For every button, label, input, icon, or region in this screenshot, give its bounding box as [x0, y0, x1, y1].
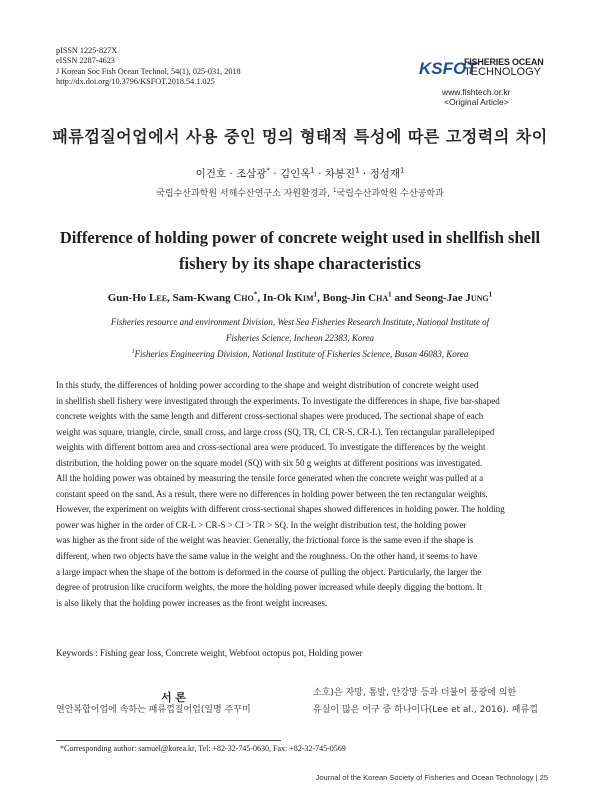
author-last-name: Kim: [294, 292, 314, 304]
author-name-korean: 정성재: [369, 168, 400, 180]
affiliation-english-line-1: Fisheries resource and environment Division, West Sea Fisheries Research Institute, National Institute of: [110, 317, 490, 327]
title-english-line-1: Difference of holding power of concrete weight used in shellfish shell: [59, 228, 541, 247]
author-name-english: [323, 292, 392, 304]
issn-electronic: eISSN 2287-4623: [56, 56, 115, 66]
author-affiliation-mark: 1: [488, 290, 493, 299]
title-english: [40, 225, 560, 277]
author-separator: ·: [359, 168, 370, 180]
abstract-line: is also likely that the holding power increases as the front weight increases.: [56, 597, 328, 608]
abstract-line: All the holding power was obtained by measuring the tensile force generated when the concrete weight was pulled at a: [56, 473, 484, 484]
affiliation-korean-main: 국립수산과학원 서해수산연구소 자원환경과,: [156, 189, 330, 199]
title-korean: 패류껍질어업에서 사용 중인 멍의 형태적 특성에 따른 고정력의 차이: [52, 127, 548, 146]
author-separator: ,: [257, 292, 263, 304]
abstract-line: weights with different bottom area and cross-sectional area were produced. To investigate the differences by the weight: [56, 442, 486, 453]
author-separator: ·: [269, 168, 280, 180]
author-first-name: Seong-Jae: [414, 292, 466, 304]
author-first-name: Sam-Kwang: [172, 292, 234, 304]
body-text-right-column: [313, 685, 548, 719]
author-name-korean: 조삼광: [236, 168, 267, 180]
section-heading-introduction: 서 론: [160, 691, 187, 704]
author-separator: ,: [167, 292, 173, 304]
author-name-english: [108, 292, 167, 304]
journal-logo: [418, 46, 548, 108]
author-last-name: Lee: [149, 292, 168, 304]
affiliation-english-line-2: Fisheries Science, Incheon 22383, Korea: [225, 333, 375, 343]
author-last-name: Cha: [368, 292, 389, 304]
article-type: <Original Article>: [444, 97, 509, 107]
author-last-name: Cho: [233, 292, 254, 304]
author-affiliation-mark: *: [253, 290, 258, 299]
author-name-english: [173, 292, 258, 304]
footnote-divider: [56, 740, 281, 741]
affiliation-english-sup: 1: [131, 349, 135, 355]
body-right-line-1: 소호)은 자망, 통발, 안강망 등과 더불어 풍광에 의한: [313, 688, 517, 698]
author-name-english: [263, 292, 317, 304]
abstract-line: power was higher in the order of CR-L > CR-S > CI > TR > SQ. In the weight distribution test, the holding power: [56, 519, 467, 530]
keywords: Keywords : Fishing gear loss, Concrete weight, Webfoot octopus pot, Holding power: [56, 648, 363, 658]
logo-line-2: TECHNOLOGY: [464, 66, 542, 78]
authors-english: [0, 292, 600, 304]
abstract-line: degree of protrusion like cruciform weights, the more the holding power increased while deeply digging the bottom. It: [56, 582, 483, 593]
body-text-left-column: 연안복합어업에 속하는 패류껍질어업(일명 주꾸미: [56, 705, 251, 715]
ksfot-logo-icon: [418, 56, 477, 80]
affiliation-english-line-3: $^1$Fisheries Engineering Division, National Institute of Fisheries Science, Busan 46083, Korea: [131, 349, 469, 359]
affiliation-korean: [0, 186, 600, 199]
abstract-line: constant speed on the sand. As a result, there were no differences in holding power between the ten rectangular weights.: [56, 488, 488, 499]
logo-line-1: FISHERIES OCEAN: [464, 57, 544, 67]
author-separator: ,: [317, 292, 323, 304]
author-affiliation-mark: 1: [313, 290, 318, 299]
abstract-line: concrete weights with the same length and different cross-sectional shapes were produced. The sectional shape of each: [56, 411, 484, 422]
author-separator: ·: [226, 168, 237, 180]
affiliation-korean-second: 국립수산과학원 수산공학과: [336, 189, 444, 199]
body-right-line-2: 유실이 많은 어구 중 하나이다(Lee et al., 2016). 패류껍: [313, 705, 538, 715]
author-affiliation-mark: 1: [355, 166, 360, 175]
abstract-line: In this study, the differences of holding power according to the shape and weight distribution of concrete weight used: [56, 380, 479, 390]
title-english-line-2: fishery by its shape characteristics: [179, 254, 421, 273]
author-separator: ·: [314, 168, 325, 180]
author-separator: and: [391, 292, 415, 304]
affiliation-english: [70, 314, 530, 362]
author-affiliation-mark: 1: [400, 166, 405, 175]
author-name-korean: 김인옥: [279, 168, 311, 180]
author-name-korean: 이건호: [195, 168, 227, 180]
issn-block: [56, 46, 241, 88]
abstract-line: in shellfish shell fishery were investigated through the experiments. To investigate the differences in shape, five bar-shaped: [56, 395, 500, 406]
page-footer: Journal of the Korean Society of Fisheries and Ocean Technology | 25: [315, 773, 548, 782]
author-first-name: In-Ok: [262, 292, 295, 304]
author-affiliation-mark: 1: [310, 166, 315, 175]
abstract-line: However, the experiment on weights with different cross-sectional shapes showed differences in holding power. The holding: [56, 504, 505, 515]
abstract-line: weight was square, triangle, circle, small cross, and large cross (SQ, TR, CI, CR-S, CR-L). Ten rectangular parallelepiped: [56, 426, 495, 437]
journal-url[interactable]: www.fishtech.or.kr: [442, 87, 511, 97]
abstract: [56, 378, 546, 611]
issn-print: pISSN 1225-827X: [56, 46, 118, 55]
authors-korean: [0, 166, 600, 181]
corresponding-author-footnote: *Corresponding author: samuel@korea.kr, Tel: +82-32-745-0630, Fax: +82-32-745-0569: [60, 744, 346, 753]
svg-text:KSFOT: KSFOT: [419, 59, 477, 78]
author-first-name: Gun-Ho: [107, 292, 150, 304]
author-name-english: [415, 292, 492, 304]
abstract-line: was higher as the front side of the weight was heavier. Generally, the frictional force is the same even if the shape is: [56, 535, 474, 546]
abstract-line: distribution, the holding power on the square model (SQ) with six 50 g weights at different positions was investigated.: [56, 457, 483, 468]
author-first-name: Bong-Jin: [322, 292, 369, 304]
author-affiliation-mark: *: [266, 166, 270, 175]
abstract-line: a large impact when the shape of the bottom is deformed in the course of pulling the object. Particularly, the larger the: [56, 566, 482, 577]
journal-citation: J Korean Soc Fish Ocean Technol, 54(1), 025-031, 2018: [56, 66, 241, 76]
author-name-korean: 차봉진: [324, 168, 356, 180]
author-last-name: Jung: [465, 292, 489, 304]
author-affiliation-mark: 1: [388, 290, 392, 299]
doi-link[interactable]: http://dx.doi.org/10.3796/KSFOT.2018.54.1.025: [56, 77, 215, 87]
abstract-line: different, when two objects have the same value in the weight and the roughness. On the other hand, it seems to have: [56, 551, 478, 562]
logo-wordmark: [464, 57, 544, 77]
affiliation-korean-sup: 1: [332, 188, 337, 194]
